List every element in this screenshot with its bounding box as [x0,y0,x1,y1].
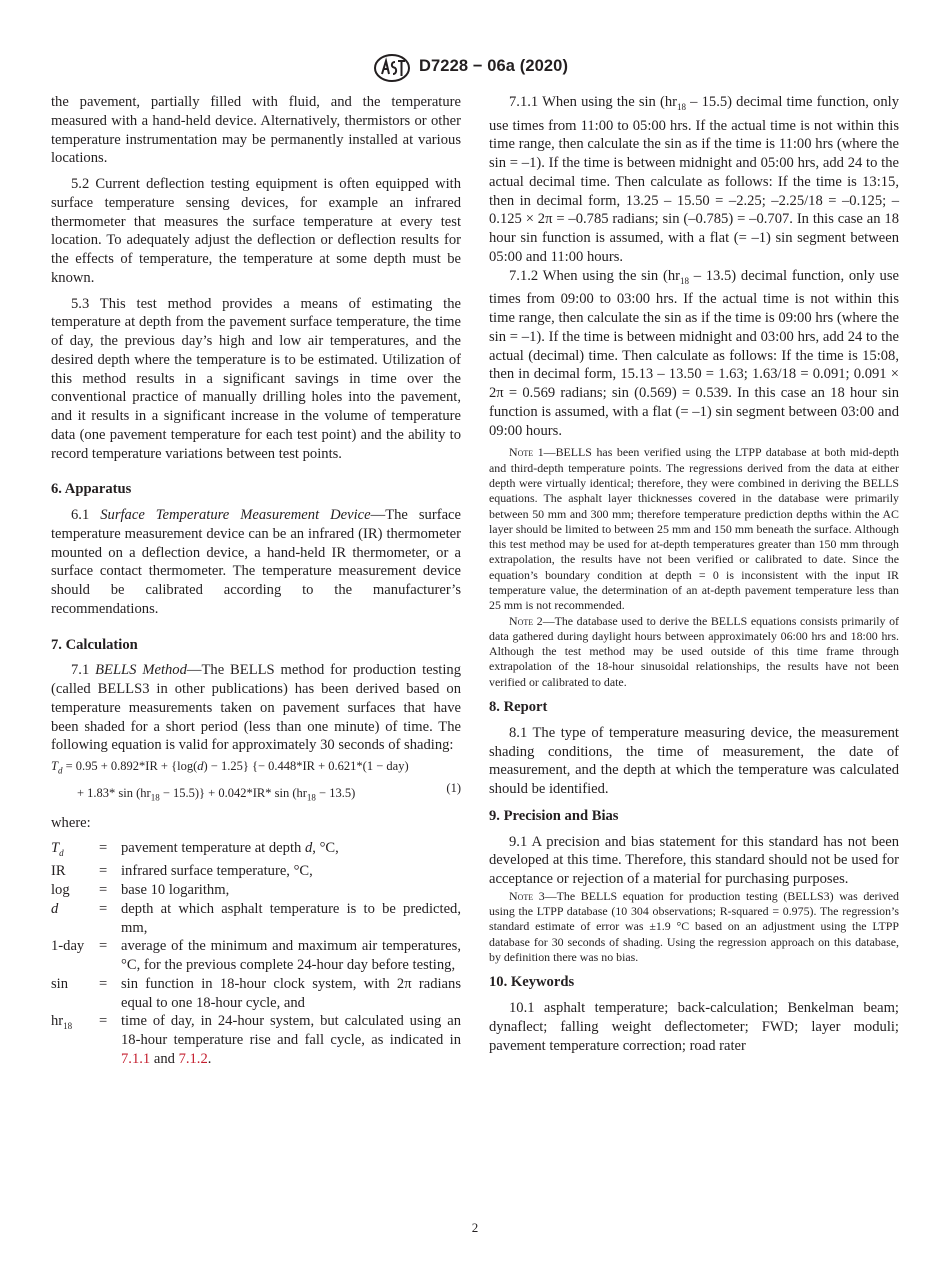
page-number: 2 [471,1220,479,1235]
equation-1 [51,755,461,808]
paragraph-7-1-title: BELLS Method [95,662,187,679]
astm-logo-icon [372,52,412,84]
paragraph-6-1-number: 6.1 [71,507,101,523]
paragraph-5-3: 5.3 This test method provides a means of estimating the temperature at depth from the pavement surface temperature, the time of day, the previous day’s high and low air temperatures, and the desired depth where the temperature is to be estimated. Utilization of this method results in a significant savings in time over the conventional practice of manually drilling holes into the pavement, and it results in a significant increase in the volume of temperature data (one pavement temperature for each test point) and the ability to record temperature variations between test points. [51,295,461,462]
paragraph-6-1-title: Surface Temperature Measurement Device [100,507,371,523]
definition-symbol: sin [51,975,69,992]
definition-text: depth at which asphalt temperature is to be predicted, mm, [121,900,461,936]
note-1 [489,445,899,613]
definition-equals: = [99,863,108,880]
standard-designation: D7228 − 06a (2020) [419,57,569,75]
section-heading-10: 10. Keywords [489,974,575,991]
definition-list [51,839,461,1069]
paragraph-6-1-body: —The surface temperature measurement device can be an infrared (IR) thermometer mounted on a deflection device, a hand-held IR thermometer, or a surface contact thermometer. The temperature measurement device should be calibrated according to the manufacturer’s recommendations. [51,507,462,617]
paragraph-7-1-body: —The BELLS method for production testing (called BELLS3 in other publications) has been derived based on temperature measurements taken on pavement surfaces that have been shaded for a short period (less than one minute) of time. The following equation is valid for approximately 30 seconds of shading: [51,662,461,754]
paragraph-6-1 [51,506,461,619]
note-2 [489,614,899,690]
note-3-label: Note 3 [509,888,545,903]
note-2-label: Note 2 [509,613,543,628]
definition-text: sin function in 18-hour clock system, with 2π radians equal to one 18-hour cycle, and [121,975,461,1011]
definition-text: average of the minimum and maximum air temperatures, °C, for the previous complete 24-hour day before testing, [121,938,461,974]
note-2-text: —The database used to derive the BELLS equations consists primarily of data gathered during daylight hours between approximately 06:00 hrs and 18:00 hrs. Although the test method may be used outside of this time frame through extrapolation of the 18-hour sinusoidal relationships, the results have not been verified or calibrated to date. [489,613,899,689]
right-column [489,93,899,1055]
definition-text: time of day, in 24-hour system, but calculated using an 18-hour temperature rise and fall cycle, as indicated in 7.1.1 and 7.1.2. [121,1013,461,1067]
where-label: where: [51,815,91,831]
definition-equals: = [99,975,108,992]
definition-symbol: d [51,900,59,917]
definition-symbol: IR [51,863,66,880]
definition-symbol: $hr_{18}$ [51,1013,73,1032]
definition-text: infrared surface temperature, °C, [121,863,313,880]
ref-7-1-1-link[interactable]: 7.1.1 [121,1050,151,1067]
definition-equals: = [99,900,108,917]
definition-text: pavement temperature at depth d, °C, [121,839,339,856]
paragraph-9-1: 9.1 A precision and bias statement for this standard has not been developed at this time. Therefore, this standard should not be used for acceptance or rejection of a material for purchasing purposes. [489,833,899,888]
equation-line-2: + 1.83* $\sin (hr_{18} - 15.5)\} + 0.042*IR*$ $\sin (hr_{18} - 13.5)$ [77,785,356,802]
equation-number: (1) [446,781,461,795]
definition-row [51,839,461,863]
definition-equals: = [99,1013,108,1030]
note-3 [489,889,899,965]
note-3-text: —The BELLS equation for production testing (BELLS3) was derived using the LTPP database (10 304 observations; R-squared = 0.975). The regression’s standard estimate of error was ±1.9 °C based on an adjustment using the LTPP database for 30 seconds of shading. Using the regression approach on this database, by definition there was no bias. [489,888,899,964]
definition-row [51,1012,461,1068]
definition-symbol: log [51,882,70,899]
section-heading-8: 8. Report [489,699,548,716]
equation-line-1: $T_d = 0.95 + 0.892*IR + \{\log(d) - 1.25\}$ {− 0.448*IR + 0.621*(1 − day) [51,759,409,776]
definition-equals: = [99,882,108,899]
definition-equals: = [99,839,108,856]
paragraph-10-1: 10.1 asphalt temperature; back-calculation; Benkelman beam; dynaflect; falling weight deflectometer; FWD; layer moduli; pavement temperature correction; road rater [489,1000,899,1054]
left-column [51,93,461,1069]
paragraph-7-1-2: 7.1.2 When using the $\sin (hr_{18} - 13.5)$ decimal function, only use times from 09:00 to 03:00 hrs. If the actual time is not within this time range, then calculate the sin as if the time is 09:00 hrs (where the sin = –1). If the time is between midnight and 03:00 hrs, add 24 to the actual (decimal) time. Then calculate as follows: If the time is 15:08, then in decimal form, 15.13 – 13.50 = 1.63; 1.63/18 = 0.091; 0.091 × 2π = 0.569 radians; sin (0.569) = 0.539. In this case an 18 hour sin function is assumed, with a flat (= –1) sin segment between 03:00 and 09:00 hours. [489,267,899,439]
paragraph-7-1 [51,661,461,755]
paragraph-7-1-1: 7.1.1 When using the $\sin (hr_{18} - 15.5)$ decimal time function, only use times from 11:00 to 05:00 hrs. If the actual time is not within this time range, then calculate the sin as if the time is 11:00 hrs (where the sin = –1). If the time is between midnight and 05:00 hrs, add 24 to the actual decimal time. Then calculate as follows: If the time is 13:15, then in decimal form, 13.25 – 15.50 = –2.25; –2.25/18 = –0.125; –0.125 × 2π = –0.785 radians; sin (–0.785) = –0.707. In this case an 18 hour sin function is assumed, with a flat (= –1) sin segment between 05:00 and 11:00 hours. [489,94,899,265]
paragraph-8-1: 8.1 The type of temperature measuring device, the measurement shading conditions, the time of measurement, the date of measurement, and the depth at which the temperature was calculated should be identified. [489,724,899,798]
definition-text: base 10 logarithm, [121,882,230,899]
section-heading-6: 6. Apparatus [51,481,132,498]
definition-symbol: 1-day [51,938,85,955]
note-1-text: —BELLS has been verified using the LTPP database at both mid-depth and third-depth temperature points. The regressions derived from the data at either depth were virtually identical; therefore, they were combined in deriving the BELLS equations. The asphalt layer thicknesses covered in the database were primarily between 50 mm and 300 mm; therefore temperature prediction depths within the AC layer should be limited to between 25 mm and 150 mm beneath the surface. Although this test method may be used for at-depth temperatures greater than 150 mm through extrapolation, the results have not been verified or calibrated to date. Since the equation’s boundary condition at depth = 0 is inconsistent with the input IR temperature value, the determination of an at-depth pavement temperature less than 25 mm is not recommended. [489,445,899,613]
section-heading-9: 9. Precision and Bias [489,807,619,824]
paragraph-7-1-number: 7.1 [71,662,96,679]
ref-7-1-2-link[interactable]: 7.1.2 [178,1050,208,1067]
definition-symbol: $T_d$ [51,839,64,858]
paragraph-continued: the pavement, partially filled with fluid, and the temperature measured with a hand-held device. Alternatively, thermistors or other temperature instrumentation may be permanently installed at various locations. [51,94,461,167]
paragraph-5-2: 5.2 Current deflection testing equipment is often equipped with surface temperature sensing devices, for example an infrared thermometer that measures the surface temperature at every test location. To adequately adjust the deflection or deflection results for the effects of temperature, the temperature at some depth must be known. [51,176,461,286]
section-heading-7: 7. Calculation [51,636,138,653]
definition-row [51,900,461,938]
definition-equals: = [99,938,108,955]
definition-row [51,881,461,900]
definition-row [51,862,461,881]
note-1-label: Note 1 [509,445,544,460]
definition-row [51,937,461,975]
definition-row [51,975,461,1013]
page-header [0,52,950,86]
